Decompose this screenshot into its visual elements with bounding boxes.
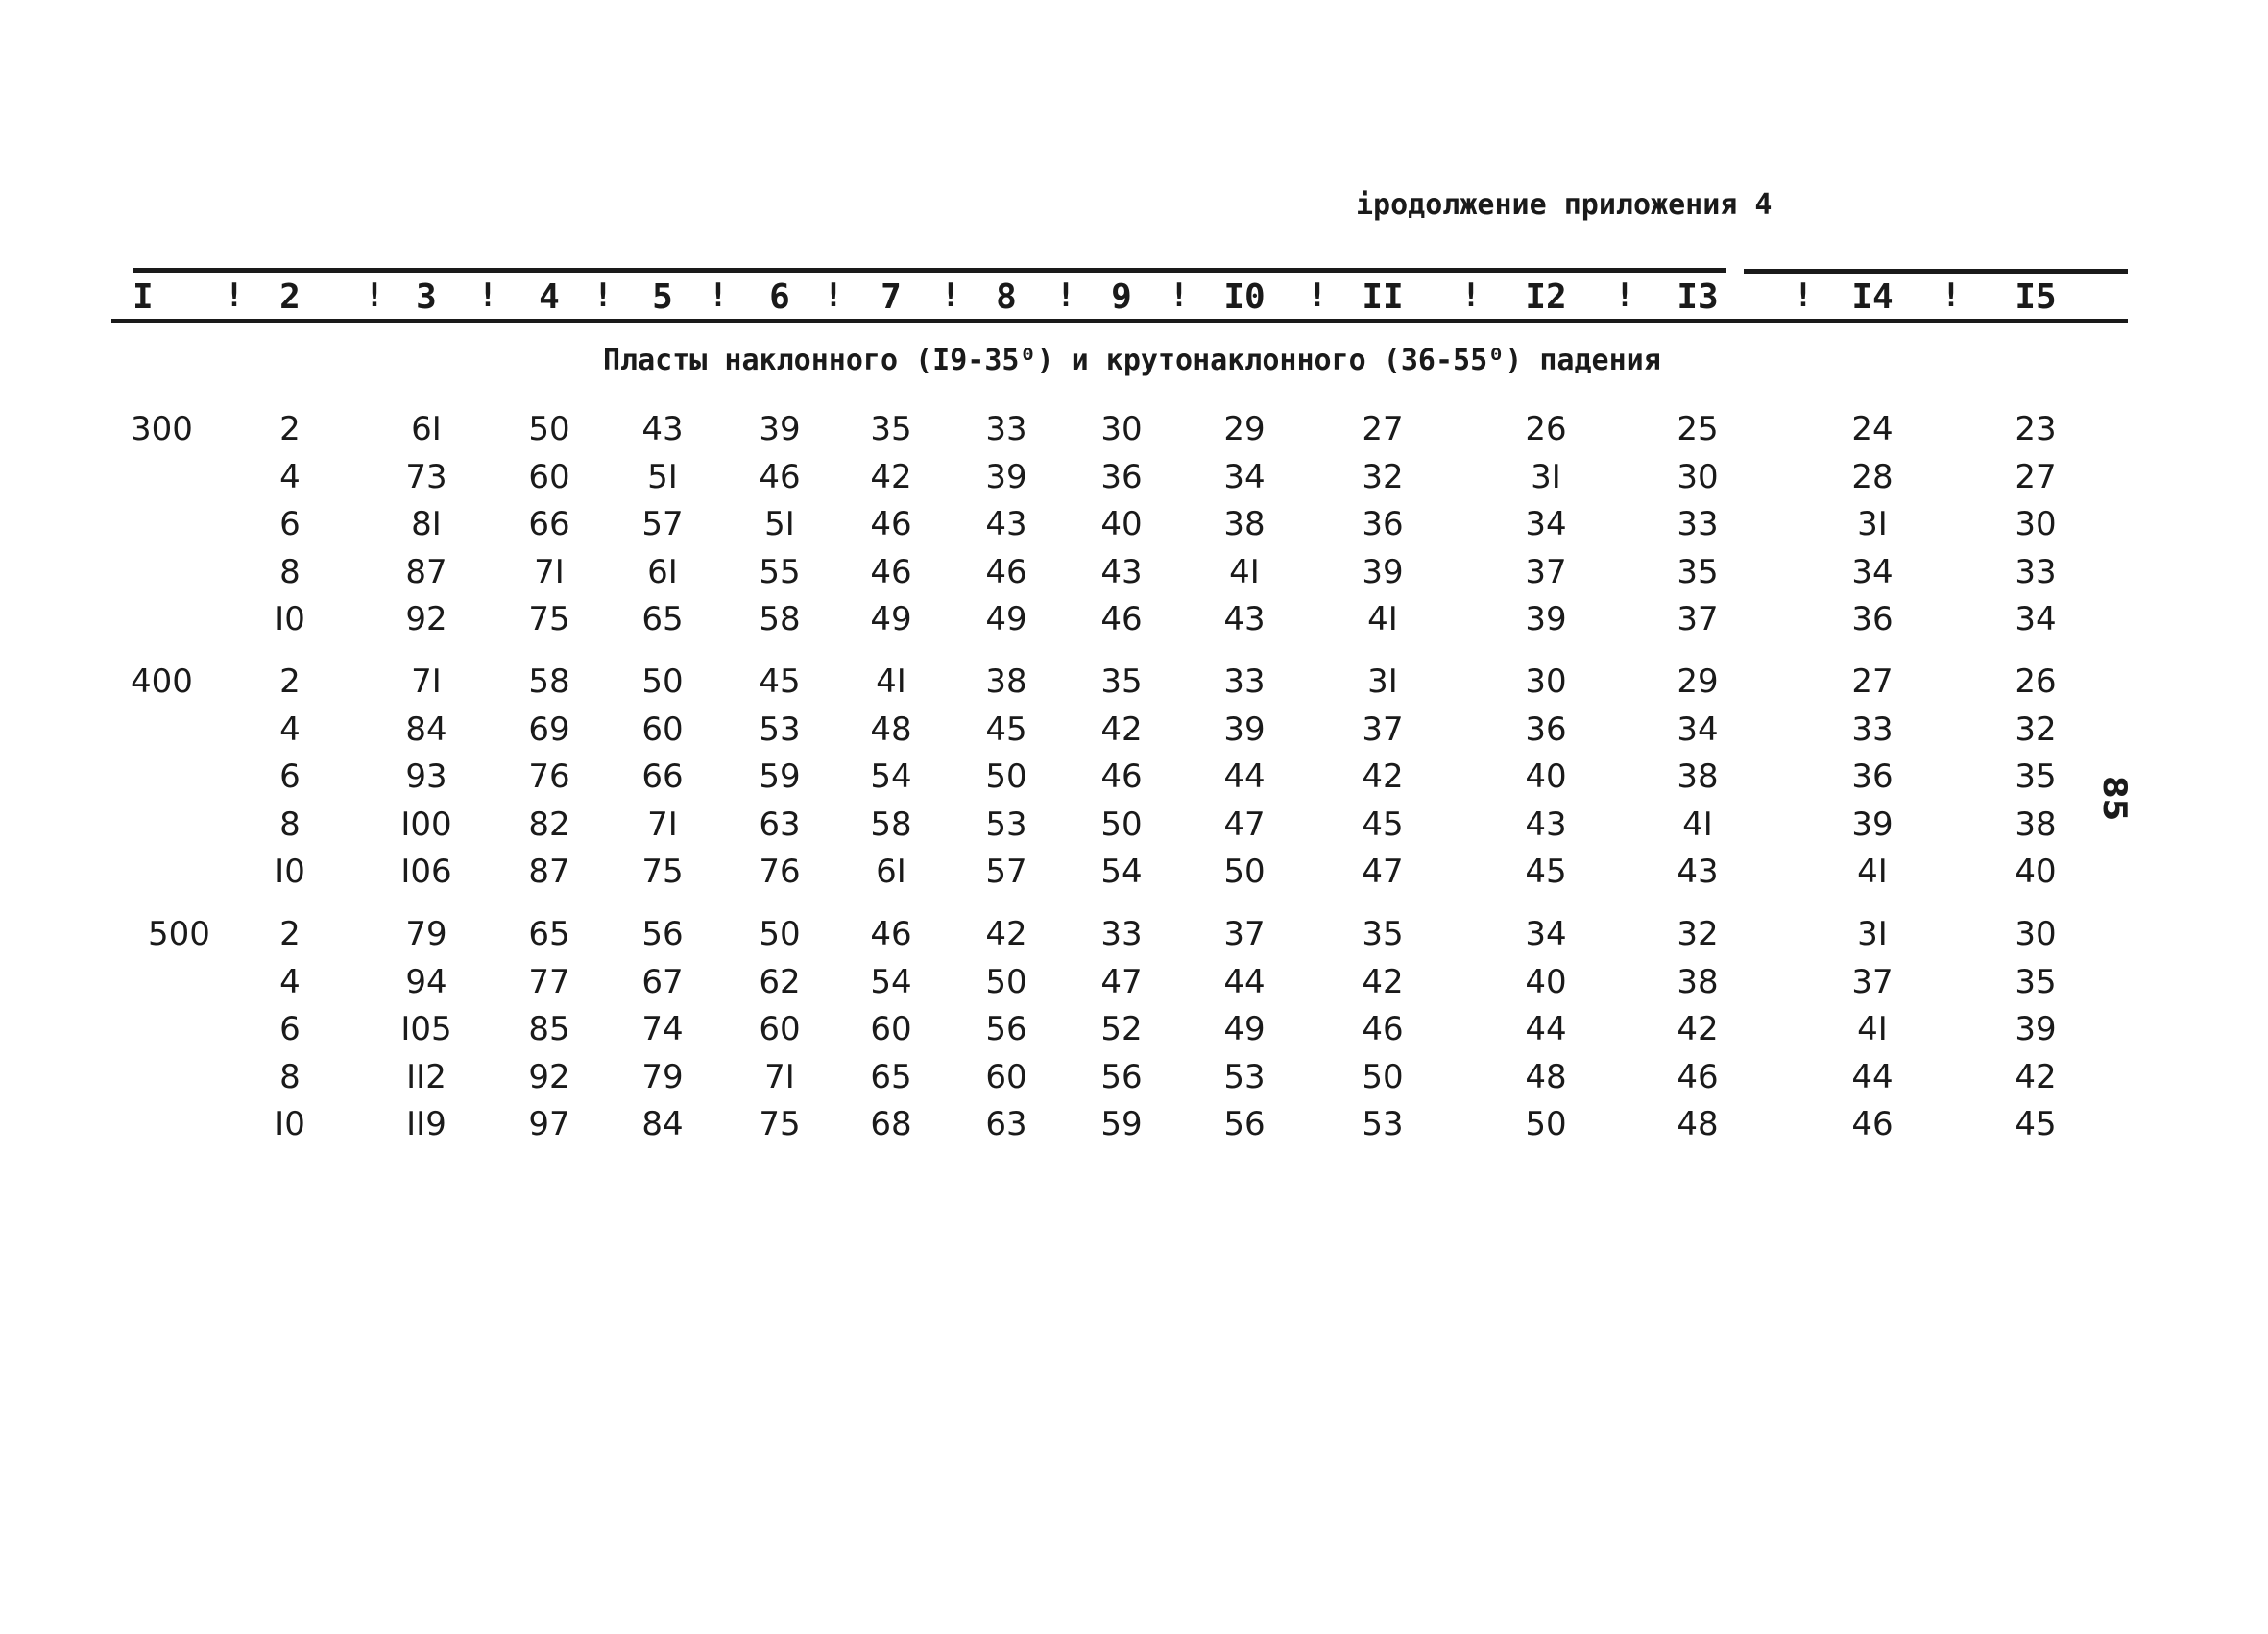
table-cell: 4 — [279, 709, 301, 749]
column-separator: ! — [823, 276, 844, 315]
table-cell: 73 — [405, 457, 447, 496]
table-cell: 76 — [759, 853, 801, 891]
table-cell: 75 — [759, 1105, 801, 1143]
table-cell: 75 — [528, 600, 570, 638]
table-cell: 44 — [1223, 962, 1266, 1001]
table-cell: 8I — [411, 505, 442, 543]
table-cell: 4I — [1857, 853, 1888, 891]
table-cell: 60 — [641, 709, 684, 749]
table-cell: 66 — [641, 757, 684, 796]
table-cell: 45 — [985, 709, 1027, 749]
table-cell: 39 — [985, 457, 1027, 496]
table-cell: 35 — [1100, 662, 1143, 701]
table-cell: 6I — [411, 410, 442, 448]
table-cell: 32 — [1677, 915, 1719, 953]
table-cell: 7I — [411, 662, 442, 701]
table-cell: 30 — [1525, 662, 1567, 701]
table-cell: 6 — [279, 1010, 301, 1048]
table-cell: 3I — [1367, 662, 1398, 701]
table-cell: 6I — [876, 853, 906, 891]
table-cell: 30 — [2015, 915, 2057, 953]
table-cell: 50 — [759, 915, 801, 953]
table-cell: 7I — [534, 552, 565, 591]
table-cell: 27 — [1362, 410, 1404, 448]
table-cell: 27 — [2015, 457, 2057, 496]
column-separator: ! — [1793, 276, 1814, 315]
table-cell: 52 — [1100, 1010, 1143, 1048]
table-cell: 46 — [1100, 757, 1143, 796]
column-separator: ! — [1460, 276, 1482, 315]
table-cell: 77 — [528, 962, 570, 1001]
table-cell: 37 — [1362, 709, 1404, 749]
table-cell: 36 — [1525, 709, 1567, 749]
table-cell: 36 — [1851, 600, 1894, 638]
column-separator: ! — [1169, 276, 1190, 315]
table-cell: 43 — [1525, 805, 1567, 844]
table-cell: 42 — [1362, 757, 1404, 796]
table-cell: 8 — [279, 552, 301, 591]
column-header: II — [1362, 277, 1404, 317]
table-cell: 57 — [641, 505, 684, 543]
table-cell: 33 — [1677, 505, 1719, 543]
header-bottom-rule — [111, 319, 2128, 323]
table-cell: 44 — [1525, 1010, 1567, 1048]
column-separator: ! — [1941, 276, 1962, 315]
table-cell: 57 — [985, 853, 1027, 891]
column-separator: ! — [364, 276, 385, 315]
table-cell: 24 — [1851, 410, 1894, 448]
group-label: 400 — [131, 662, 193, 701]
column-header: I — [133, 277, 154, 317]
column-header: I5 — [2015, 277, 2057, 317]
table-cell: 26 — [1525, 410, 1567, 448]
continuation-heading: іродолжение приложения 4 — [1356, 188, 1773, 222]
table-cell: 40 — [1525, 757, 1567, 796]
table-cell: 5I — [647, 457, 678, 496]
table-cell: 49 — [870, 600, 912, 638]
table-cell: 65 — [641, 600, 684, 638]
column-separator: ! — [224, 276, 245, 315]
table-cell: 36 — [1362, 505, 1404, 543]
table-cell: 39 — [1362, 552, 1404, 591]
table-cell: 8 — [279, 1057, 301, 1096]
table-cell: 39 — [1223, 709, 1266, 749]
table-cell: 46 — [1677, 1057, 1719, 1096]
table-cell: 58 — [759, 600, 801, 638]
table-cell: 58 — [870, 805, 912, 844]
table-cell: 60 — [759, 1010, 801, 1048]
table-cell: 46 — [985, 552, 1027, 591]
column-separator: ! — [592, 276, 614, 315]
table-cell: 79 — [405, 915, 447, 953]
table-cell: 69 — [528, 709, 570, 749]
table-cell: 3I — [1857, 505, 1888, 543]
table-cell: 42 — [985, 915, 1027, 953]
table-cell: 62 — [759, 962, 801, 1001]
table-cell: 42 — [1362, 962, 1404, 1001]
table-cell: 46 — [759, 457, 801, 496]
table-cell: 45 — [1525, 853, 1567, 891]
table-cell: I06 — [400, 853, 452, 891]
table-cell: 43 — [641, 410, 684, 448]
column-header: 9 — [1111, 277, 1132, 317]
table-cell: 39 — [1525, 600, 1567, 638]
table-cell: 4I — [876, 662, 906, 701]
table-cell: 58 — [528, 662, 570, 701]
table-cell: 35 — [2015, 757, 2057, 796]
table-cell: 56 — [641, 915, 684, 953]
table-cell: 34 — [1525, 505, 1567, 543]
table-cell: 4I — [1229, 552, 1260, 591]
table-cell: 43 — [985, 505, 1027, 543]
table-cell: 30 — [1100, 410, 1143, 448]
table-cell: 29 — [1677, 662, 1719, 701]
table-cell: 50 — [641, 662, 684, 701]
table-cell: I00 — [400, 805, 452, 844]
table-cell: 97 — [528, 1105, 570, 1143]
table-cell: 47 — [1223, 805, 1266, 844]
table-cell: 60 — [528, 457, 570, 496]
table-cell: 54 — [870, 757, 912, 796]
table-cell: 93 — [405, 757, 447, 796]
table-cell: 43 — [1223, 600, 1266, 638]
column-header: 2 — [279, 277, 301, 317]
column-separator: ! — [940, 276, 961, 315]
table-cell: 46 — [1100, 600, 1143, 638]
table-cell: 49 — [1223, 1010, 1266, 1048]
table-cell: 53 — [985, 805, 1027, 844]
table-cell: 33 — [985, 410, 1027, 448]
table-cell: 42 — [1100, 709, 1143, 749]
table-cell: 60 — [985, 1057, 1027, 1096]
column-separator: ! — [1614, 276, 1635, 315]
table-cell: 43 — [1100, 552, 1143, 591]
column-separator: ! — [477, 276, 498, 315]
table-cell: 65 — [528, 915, 570, 953]
table-cell: 46 — [1362, 1010, 1404, 1048]
table-cell: 38 — [1677, 757, 1719, 796]
column-separator: ! — [708, 276, 729, 315]
group-label: 500 — [148, 915, 210, 953]
table-cell: 39 — [1851, 805, 1894, 844]
table-cell: 46 — [870, 505, 912, 543]
table-cell: 42 — [870, 457, 912, 496]
header-top-rule-right — [1744, 269, 2128, 274]
table-cell: 54 — [1100, 853, 1143, 891]
table-cell: 84 — [405, 709, 447, 749]
table-cell: 63 — [759, 805, 801, 844]
table-cell: 4I — [1367, 600, 1398, 638]
column-header: I2 — [1525, 277, 1567, 317]
table-cell: 36 — [1851, 757, 1894, 796]
table-cell: 84 — [641, 1105, 684, 1143]
table-cell: I0 — [275, 1105, 305, 1143]
table-cell: 30 — [2015, 505, 2057, 543]
table-cell: 26 — [2015, 662, 2057, 701]
table-cell: 38 — [1223, 505, 1266, 543]
table-cell: 68 — [870, 1105, 912, 1143]
table-cell: 32 — [2015, 709, 2057, 749]
table-cell: 53 — [759, 709, 801, 749]
table-cell: 27 — [1851, 662, 1894, 701]
table-cell: 66 — [528, 505, 570, 543]
table-cell: 53 — [1362, 1105, 1404, 1143]
table-cell: 40 — [2015, 853, 2057, 891]
table-cell: 39 — [2015, 1010, 2057, 1048]
table-cell: 60 — [870, 1010, 912, 1048]
column-header: I4 — [1851, 277, 1894, 317]
column-header: 8 — [996, 277, 1017, 317]
table-cell: 37 — [1677, 600, 1719, 638]
table-cell: 38 — [985, 662, 1027, 701]
column-header: I0 — [1223, 277, 1266, 317]
table-cell: 37 — [1525, 552, 1567, 591]
column-header: I3 — [1677, 277, 1719, 317]
table-cell: 35 — [870, 410, 912, 448]
table-cell: 29 — [1223, 410, 1266, 448]
column-header: 7 — [881, 277, 902, 317]
table-cell: 34 — [1851, 552, 1894, 591]
table-cell: 65 — [870, 1057, 912, 1096]
table-cell: 34 — [2015, 600, 2057, 638]
table-cell: 47 — [1100, 962, 1143, 1001]
column-separator: ! — [1307, 276, 1328, 315]
table-cell: 3I — [1857, 915, 1888, 953]
table-cell: 30 — [1677, 457, 1719, 496]
table-cell: 59 — [1100, 1105, 1143, 1143]
table-cell: 35 — [2015, 962, 2057, 1001]
table-cell: 46 — [1851, 1105, 1894, 1143]
table-cell: 34 — [1525, 915, 1567, 953]
table-cell: 2 — [279, 662, 301, 701]
table-cell: 2 — [279, 915, 301, 953]
table-cell: 36 — [1100, 457, 1143, 496]
table-cell: 50 — [1525, 1105, 1567, 1143]
table-cell: 4 — [279, 457, 301, 496]
table-cell: 48 — [1677, 1105, 1719, 1143]
table-cell: 48 — [1525, 1057, 1567, 1096]
column-header: 3 — [416, 277, 437, 317]
table-cell: 42 — [2015, 1057, 2057, 1096]
table-cell: 33 — [1851, 709, 1894, 749]
table-cell: 79 — [641, 1057, 684, 1096]
table-cell: 45 — [1362, 805, 1404, 844]
table-cell: 32 — [1362, 457, 1404, 496]
table-cell: 33 — [1100, 915, 1143, 953]
table-cell: 6 — [279, 757, 301, 796]
table-cell: 63 — [985, 1105, 1027, 1143]
table-cell: 6 — [279, 505, 301, 543]
table-cell: 35 — [1677, 552, 1719, 591]
table-cell: 50 — [1100, 805, 1143, 844]
table-cell: 56 — [1100, 1057, 1143, 1096]
table-cell: 35 — [1362, 915, 1404, 953]
table-cell: 7I — [764, 1057, 795, 1096]
column-header: 4 — [539, 277, 560, 317]
table-cell: 39 — [759, 410, 801, 448]
table-cell: 40 — [1100, 505, 1143, 543]
table-cell: I0 — [275, 853, 305, 891]
table-cell: 50 — [1362, 1057, 1404, 1096]
table-cell: II9 — [406, 1105, 446, 1143]
table-cell: 48 — [870, 709, 912, 749]
table-cell: 38 — [1677, 962, 1719, 1001]
table-cell: I0 — [275, 600, 305, 638]
table-cell: 6I — [647, 552, 678, 591]
table-cell: 53 — [1223, 1057, 1266, 1096]
table-cell: 87 — [405, 552, 447, 591]
table-cell: 33 — [2015, 552, 2057, 591]
table-cell: 2 — [279, 410, 301, 448]
table-cell: 47 — [1362, 853, 1404, 891]
table-cell: 42 — [1677, 1010, 1719, 1048]
table-cell: 44 — [1223, 757, 1266, 796]
table-cell: 85 — [528, 1010, 570, 1048]
table-cell: 59 — [759, 757, 801, 796]
table-cell: 50 — [1223, 853, 1266, 891]
table-cell: 28 — [1851, 457, 1894, 496]
table-cell: 33 — [1223, 662, 1266, 701]
table-cell: 67 — [641, 962, 684, 1001]
table-cell: 56 — [985, 1010, 1027, 1048]
table-cell: 49 — [985, 600, 1027, 638]
table-cell: 34 — [1677, 709, 1719, 749]
table-cell: 23 — [2015, 410, 2057, 448]
table-cell: 50 — [528, 410, 570, 448]
table-cell: 74 — [641, 1010, 684, 1048]
table-cell: 4I — [1857, 1010, 1888, 1048]
table-cell: 82 — [528, 805, 570, 844]
column-separator: ! — [1055, 276, 1076, 315]
table-cell: 44 — [1851, 1057, 1894, 1096]
section-title: Пласты наклонного (I9-35⁰) и крутонаклонного (36-55⁰) падения — [603, 344, 1661, 377]
table-cell: 45 — [2015, 1105, 2057, 1143]
header-top-rule — [133, 268, 1726, 273]
table-cell: 43 — [1677, 853, 1719, 891]
table-cell: 46 — [870, 915, 912, 953]
column-header: 5 — [652, 277, 673, 317]
table-cell: 38 — [2015, 805, 2057, 844]
table-cell: 50 — [985, 962, 1027, 1001]
group-label: 300 — [131, 410, 193, 448]
table-cell: 46 — [870, 552, 912, 591]
table-cell: 40 — [1525, 962, 1567, 1001]
table-cell: II2 — [406, 1057, 446, 1096]
table-cell: 5I — [764, 505, 795, 543]
column-header: 6 — [769, 277, 790, 317]
table-cell: 37 — [1851, 962, 1894, 1001]
table-cell: 56 — [1223, 1105, 1266, 1143]
table-cell: 55 — [759, 552, 801, 591]
table-cell: 54 — [870, 962, 912, 1001]
table-cell: 8 — [279, 805, 301, 844]
table-cell: 45 — [759, 662, 801, 701]
table-cell: 92 — [405, 600, 447, 638]
table-cell: 34 — [1223, 457, 1266, 496]
table-cell: 87 — [528, 853, 570, 891]
table-cell: 4 — [279, 962, 301, 1001]
table-cell: 4I — [1682, 805, 1713, 844]
table-cell: I05 — [400, 1010, 452, 1048]
table-cell: 25 — [1677, 410, 1719, 448]
table-cell: 7I — [647, 805, 678, 844]
page-number: 85 — [2095, 776, 2134, 822]
table-cell: 76 — [528, 757, 570, 796]
table-cell: 50 — [985, 757, 1027, 796]
table-cell: 94 — [405, 962, 447, 1001]
table-cell: 3I — [1531, 457, 1561, 496]
table-cell: 37 — [1223, 915, 1266, 953]
table-cell: 92 — [528, 1057, 570, 1096]
table-cell: 75 — [641, 853, 684, 891]
